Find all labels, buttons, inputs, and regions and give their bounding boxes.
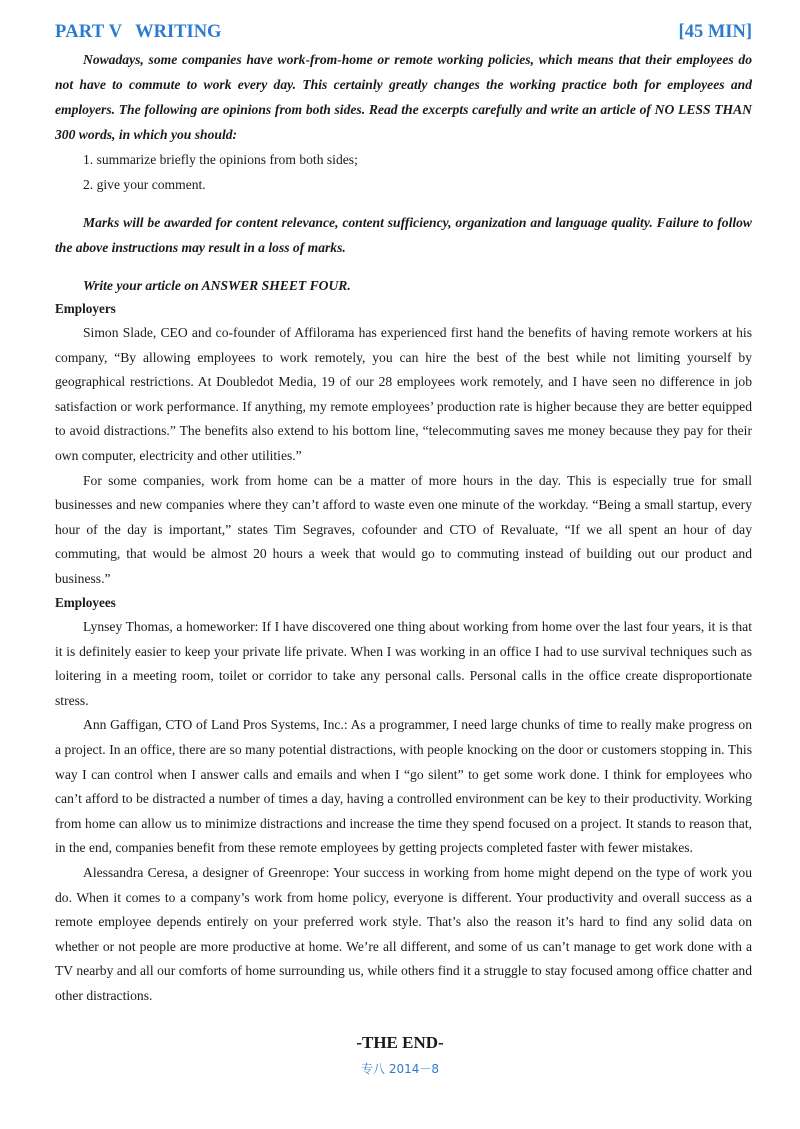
instructions-block xyxy=(55,47,752,298)
section-title: WRITING xyxy=(135,22,222,42)
employers-section xyxy=(55,297,752,592)
task-item: 2. give your comment. xyxy=(83,177,206,192)
employees-paragraph: Lynsey Thomas, a homeworker: If I have discovered one thing about working from home over the last four years, it is that it is definitely easier to keep your private life private. When I was working in an office I had to use survival techniques such as loitering in a meeting room, toilet or corridor to take any personal calls. Personal calls in the office create disproportionate stress. xyxy=(55,619,752,708)
task-prompt: Nowadays, some companies have work-from-home or remote working policies, which means that their employees do not have to commute to work every day. This certainly greatly changes the working practice both for employees and employers. The following are opinions from both sides. Read the excerpts carefully and write an article of NO LESS THAN 300 words, in which you should: xyxy=(55,52,752,142)
section-header xyxy=(55,22,752,48)
marking-note: Marks will be awarded for content relevance, content sufficiency, organization and language quality. Failure to follow the above instructions may result in a loss of marks. xyxy=(55,215,752,255)
task-list xyxy=(55,147,752,197)
employees-paragraph: Ann Gaffigan, CTO of Land Pros Systems, Inc.: As a programmer, I need large chunks of time to really make progress on a project. In an office, there are so many potential distractions, with people knocking on the door or customers stopping in. This way I can control when I answer calls and emails and when I “go silent” to get some work done. I think for employees who can’t afford to be distracted a number of times a day, having a controlled environment can be key to their productivity. Working from home can allow us to minimize distractions and increase the time they spend focused on a project. It stands to reason that, in the end, companies benefit from these remote employees by getting projects completed faster with fewer mistakes. xyxy=(55,717,752,856)
task-item: 1. summarize briefly the opinions from both sides; xyxy=(83,152,358,167)
answer-sheet-note: Write your article on ANSWER SHEET FOUR. xyxy=(83,278,351,293)
part-number: PART V xyxy=(55,22,123,42)
the-end-marker: -THE END- xyxy=(356,1033,444,1052)
employees-section xyxy=(55,591,752,1009)
employers-paragraph: Simon Slade, CEO and co-founder of Affilorama has experienced first hand the benefits of having remote workers at his company, “By allowing employees to work remotely, you can hire the best of the best while not limiting yourself by geographical restrictions. At Doubledot Media, 19 of our 28 employees work remotely, and I have seen no difference in job satisfaction or work performance. If anything, my remote employees’ production rate is higher because they are better equipped to avoid distractions.” The benefits also extend to his bottom line, “telecommuting saves me money because they pay for their own computer, electricity and other utilities.” xyxy=(55,325,752,463)
employees-heading: Employees xyxy=(55,595,116,610)
employers-paragraph: For some companies, work from home can be a matter of more hours in the day. This is especially true for small businesses and new companies where they can’t afford to waste even one minute of the workday. “Being a small startup, every hour of the day is important,” states Tim Segraves, cofounder and CTO of Revaluate, “If we all spent an hour of day commuting, that would be almost 20 hours a week that would go to commuting instead of building out our product and business.” xyxy=(55,472,752,586)
employees-paragraph: Alessandra Ceresa, a designer of Greenrope: Your success in working from home might depend on the type of work you do. When it comes to a company’s work from home policy, everyone is different. Your productivity and overall success as a remote employee depends entirely on your preferred work style. That’s also the reason it’s hard to find any solid data on whether or not people are more productive at home. We’re all different, and some of us can’t manage to get work done with a TV nearby and all our comforts of home surrounding us, while others find it a struggle to stay focused among office chatter and other distractions. xyxy=(55,864,752,1003)
section-heading xyxy=(55,22,221,43)
employers-heading: Employers xyxy=(55,301,116,316)
time-limit: [45 MIN] xyxy=(678,22,752,42)
page-footer: 专八 2014－8 xyxy=(361,1062,439,1076)
